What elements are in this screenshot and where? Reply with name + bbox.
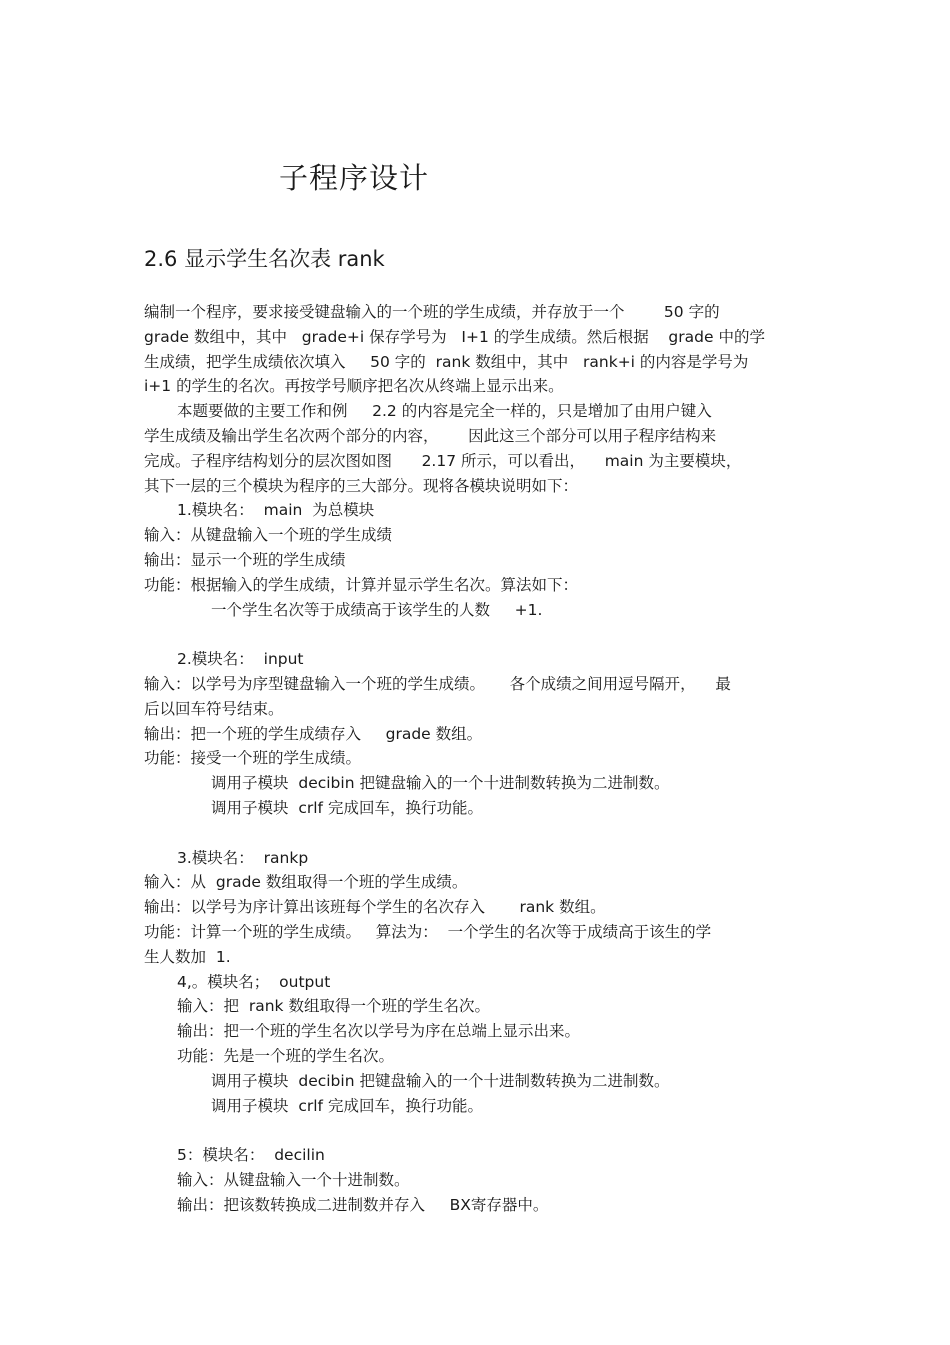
text-line: 调用子模块 crlf 完成回车，换行功能。 (211, 798, 483, 817)
text-line: 调用子模块 crlf 完成回车，换行功能。 (211, 1096, 483, 1115)
text-line: 输出：显示一个班的学生成绩 (144, 550, 346, 569)
text-line: 生成绩，把学生成绩依次填入 50 字的 rank 数组中，其中 rank+i 的内容是学号为 (144, 352, 749, 371)
blank-line (144, 622, 814, 647)
text-line: 输入：以学号为序型键盘输入一个班的学生成绩。 各个成绩之间用逗号隔开， 最 (144, 674, 731, 693)
text-line: 功能：根据输入的学生成绩，计算并显示学生名次。算法如下： (144, 575, 579, 594)
blank-line (144, 1118, 814, 1143)
text-line: 5：模块名： decilin (177, 1146, 325, 1165)
text-line: 输出：以学号为序计算出该班每个学生的名次存入 rank 数组。 (144, 898, 606, 917)
text-line: 3.模块名： rankp (177, 848, 309, 867)
text-line: 输入：把 rank 数组取得一个班的学生名次。 (177, 997, 490, 1016)
text-line: 输入：从键盘输入一个十进制数。 (177, 1170, 410, 1189)
text-line: i+1 的学生的名次。再按学号顺序把名次从终端上显示出来。 (144, 377, 564, 396)
section-heading: 2.6 显示学生名次表 rank (144, 247, 385, 271)
text-line: 调用子模块 decibin 把键盘输入的一个十进制数转换为二进制数。 (211, 774, 670, 793)
text-line: 学生成绩及输出学生名次两个部分的内容， 因此这三个部分可以用子程序结构来 (144, 426, 717, 445)
blank-line (144, 821, 814, 846)
text-line: 功能：计算一个班的学生成绩。 算法为： 一个学生的名次等于成绩高于该生的学 (144, 922, 712, 941)
text-line: 一个学生名次等于成绩高于该学生的人数 +1. (211, 600, 543, 619)
text-line: 本题要做的主要工作和例 2.2 的内容是完全一样的，只是增加了由用户键入 (177, 402, 712, 421)
text-line: 后以回车符号结束。 (144, 699, 284, 718)
text-line: 生人数加 1. (144, 947, 231, 966)
text-line: 功能：先是一个班的学生名次。 (177, 1046, 395, 1065)
text-line: 输出：把该数转换成二进制数并存入 BX寄存器中。 (177, 1195, 549, 1214)
text-line: grade 数组中，其中 grade+i 保存学号为 I+1 的学生成绩。然后根据 grade 中的学 (144, 327, 765, 346)
text-line: 输出：把一个班的学生名次以学号为序在总端上显示出来。 (177, 1022, 581, 1041)
text-line: 输入：从键盘输入一个班的学生成绩 (144, 526, 393, 545)
text-line: 2.模块名： input (177, 650, 304, 669)
text-line: 功能：接受一个班的学生成绩。 (144, 749, 362, 768)
document-body (144, 300, 814, 1217)
text-line: 输入：从 grade 数组取得一个班的学生成绩。 (144, 873, 468, 892)
text-line: 4,。模块名； output (177, 972, 331, 991)
text-line: 1.模块名： main 为总模块 (177, 501, 375, 520)
text-line: 调用子模块 decibin 把键盘输入的一个十进制数转换为二进制数。 (211, 1071, 670, 1090)
text-line: 编制一个程序，要求接受键盘输入的一个班的学生成绩，并存放于一个 50 字的 (144, 303, 720, 321)
document-title: 子程序设计 (279, 161, 430, 195)
text-line: 输出：把一个班的学生成绩存入 grade 数组。 (144, 724, 483, 743)
text-line: 完成。子程序结构划分的层次图如图 2.17 所示，可以看出， main 为主要模块， (144, 451, 742, 470)
text-line: 其下一层的三个模块为程序的三大部分。现将各模块说明如下： (144, 476, 579, 495)
